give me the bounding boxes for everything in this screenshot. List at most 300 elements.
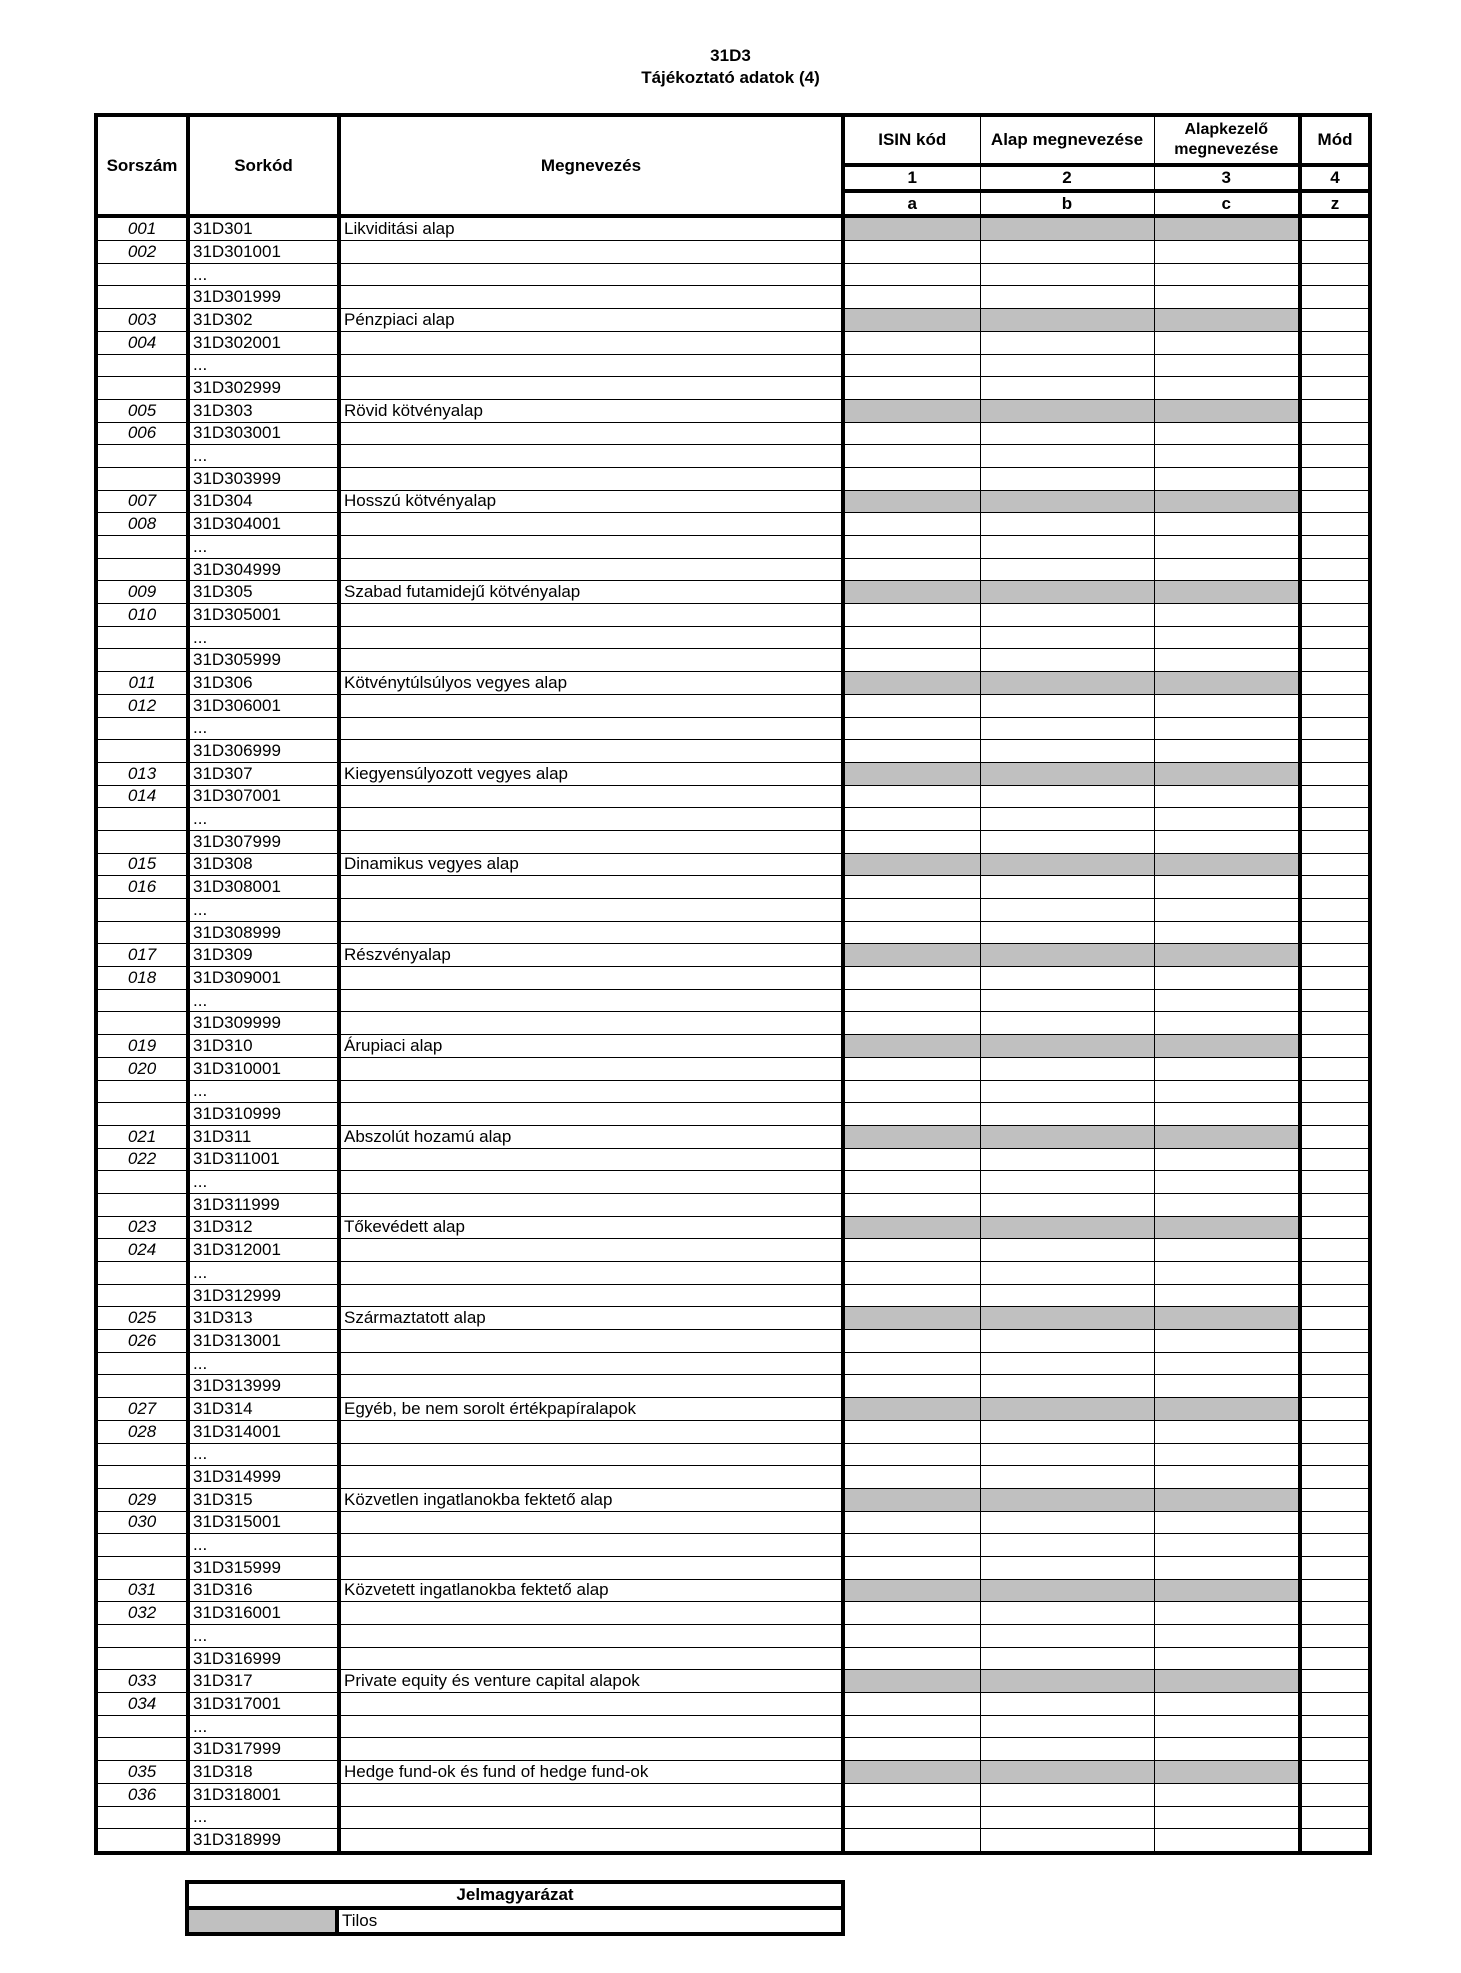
table-row [96,921,1370,944]
row-sorszam: 022 [96,1148,188,1171]
row-alapkezelo-cell [1154,490,1300,513]
row-alapkezelo-cell [1154,241,1300,264]
table-row [96,1715,1370,1738]
row-megnevezes [339,286,843,309]
row-alapkezelo-cell [1154,1375,1300,1398]
row-alapkezelo-cell [1154,331,1300,354]
table-row [96,1012,1370,1035]
row-sorkod: ... [188,263,339,286]
row-alapkezelo-cell [1154,785,1300,808]
row-alap-cell [980,740,1154,763]
row-sorkod: 31D313001 [188,1330,339,1353]
row-alap-cell [980,513,1154,536]
table-row [96,558,1370,581]
row-alap-cell [980,263,1154,286]
row-sorkod: 31D310 [188,1035,339,1058]
row-mod-cell [1300,1625,1370,1648]
row-alap-cell [980,717,1154,740]
row-sorszam: 015 [96,853,188,876]
row-megnevezes [339,1443,843,1466]
row-sorszam [96,1352,188,1375]
row-isin-cell [843,1307,980,1330]
row-alapkezelo-cell [1154,1693,1300,1716]
table-row [96,649,1370,672]
row-isin-cell [843,1103,980,1126]
row-alapkezelo-cell [1154,876,1300,899]
table-row [96,1761,1370,1784]
row-alapkezelo-cell [1154,581,1300,604]
row-alap-cell [980,331,1154,354]
row-sorszam: 009 [96,581,188,604]
header-letter-c: c [1154,191,1300,217]
row-mod-cell [1300,672,1370,695]
row-megnevezes [339,604,843,627]
row-mod-cell [1300,830,1370,853]
row-alap-cell [980,1375,1154,1398]
row-isin-cell [843,354,980,377]
row-megnevezes [339,626,843,649]
table-row [96,1125,1370,1148]
row-sorszam: 005 [96,399,188,422]
row-megnevezes [339,1239,843,1262]
row-sorszam: 020 [96,1057,188,1080]
row-alapkezelo-cell [1154,1035,1300,1058]
row-mod-cell [1300,377,1370,400]
row-sorszam [96,377,188,400]
row-sorkod: ... [188,808,339,831]
row-sorkod: 31D303001 [188,422,339,445]
row-megnevezes: Kötvénytúlsúlyos vegyes alap [339,672,843,695]
row-sorszam [96,1193,188,1216]
header-megnevezes: Megnevezés [339,115,843,216]
row-sorszam: 027 [96,1398,188,1421]
row-sorkod: 31D312999 [188,1284,339,1307]
row-mod-cell [1300,1239,1370,1262]
row-mod-cell [1300,762,1370,785]
table-row [96,1035,1370,1058]
row-isin-cell [843,1783,980,1806]
row-alap-cell [980,1806,1154,1829]
row-alapkezelo-cell [1154,899,1300,922]
row-sorszam [96,1012,188,1035]
row-isin-cell [843,1715,980,1738]
row-sorkod: 31D306001 [188,694,339,717]
row-mod-cell [1300,1012,1370,1035]
row-isin-cell [843,830,980,853]
row-isin-cell [843,286,980,309]
row-mod-cell [1300,263,1370,286]
row-sorszam [96,626,188,649]
row-sorszam [96,1829,188,1853]
table-row [96,785,1370,808]
row-alapkezelo-cell [1154,1125,1300,1148]
row-alap-cell [980,467,1154,490]
row-isin-cell [843,1330,980,1353]
row-sorkod: 31D312 [188,1216,339,1239]
row-mod-cell [1300,1715,1370,1738]
row-isin-cell [843,1375,980,1398]
row-alapkezelo-cell [1154,694,1300,717]
row-mod-cell [1300,899,1370,922]
row-alapkezelo-cell [1154,558,1300,581]
row-alapkezelo-cell [1154,1579,1300,1602]
row-mod-cell [1300,1466,1370,1489]
table-row [96,1693,1370,1716]
row-isin-cell [843,1466,980,1489]
row-alapkezelo-cell [1154,1330,1300,1353]
row-sorszam: 034 [96,1693,188,1716]
row-mod-cell [1300,785,1370,808]
row-sorszam [96,1625,188,1648]
row-mod-cell [1300,1330,1370,1353]
header-sorszam: Sorszám [96,115,188,216]
row-megnevezes [339,263,843,286]
row-megnevezes [339,1352,843,1375]
row-megnevezes: Rövid kötvényalap [339,399,843,422]
table-row [96,876,1370,899]
row-alapkezelo-cell [1154,626,1300,649]
row-megnevezes [339,1466,843,1489]
header-letter-a: a [843,191,980,217]
row-mod-cell [1300,467,1370,490]
row-sorszam: 004 [96,331,188,354]
row-sorkod: ... [188,1715,339,1738]
table-row [96,740,1370,763]
row-sorkod: 31D311999 [188,1193,339,1216]
row-sorszam: 023 [96,1216,188,1239]
row-sorszam: 032 [96,1602,188,1625]
row-megnevezes: Árupiaci alap [339,1035,843,1058]
row-isin-cell [843,536,980,559]
row-sorkod: ... [188,626,339,649]
row-mod-cell [1300,1783,1370,1806]
row-mod-cell [1300,216,1370,240]
row-alapkezelo-cell [1154,1806,1300,1829]
table-row [96,1352,1370,1375]
row-megnevezes: Hosszú kötvényalap [339,490,843,513]
row-megnevezes: Hedge fund-ok és fund of hedge fund-ok [339,1761,843,1784]
header-alapkezelo: Alapkezelő megnevezése [1154,115,1300,165]
row-sorszam [96,286,188,309]
row-sorszam [96,1806,188,1829]
row-alapkezelo-cell [1154,309,1300,332]
row-alapkezelo-cell [1154,1398,1300,1421]
row-mod-cell [1300,1647,1370,1670]
table-row [96,1556,1370,1579]
row-megnevezes [339,1738,843,1761]
row-sorszam [96,1647,188,1670]
legend-title: Jelmagyarázat [187,1882,843,1908]
table-row [96,1193,1370,1216]
row-alapkezelo-cell [1154,989,1300,1012]
row-alap-cell [980,536,1154,559]
row-sorkod: 31D316 [188,1579,339,1602]
row-sorszam [96,1466,188,1489]
row-isin-cell [843,422,980,445]
row-megnevezes [339,331,843,354]
row-megnevezes [339,717,843,740]
row-alap-cell [980,967,1154,990]
row-alap-cell [980,762,1154,785]
row-isin-cell [843,604,980,627]
row-sorszam [96,263,188,286]
row-mod-cell [1300,581,1370,604]
row-isin-cell [843,1443,980,1466]
row-isin-cell [843,513,980,536]
row-megnevezes [339,445,843,468]
row-mod-cell [1300,967,1370,990]
table-row [96,309,1370,332]
row-sorszam [96,1103,188,1126]
row-sorkod: 31D315 [188,1488,339,1511]
row-sorszam [96,808,188,831]
row-sorszam [96,558,188,581]
row-sorszam [96,1080,188,1103]
row-megnevezes [339,876,843,899]
table-row [96,694,1370,717]
row-mod-cell [1300,1148,1370,1171]
row-sorkod: 31D314999 [188,1466,339,1489]
row-alapkezelo-cell [1154,1103,1300,1126]
row-alapkezelo-cell [1154,1239,1300,1262]
row-megnevezes [339,1556,843,1579]
row-mod-cell [1300,1125,1370,1148]
row-sorszam [96,989,188,1012]
table-row [96,1829,1370,1853]
row-mod-cell [1300,1602,1370,1625]
row-sorkod: 31D301999 [188,286,339,309]
row-alap-cell [980,558,1154,581]
table-row [96,1057,1370,1080]
row-mod-cell [1300,331,1370,354]
row-alap-cell [980,1239,1154,1262]
row-mod-cell [1300,1579,1370,1602]
table-row [96,853,1370,876]
row-mod-cell [1300,1171,1370,1194]
row-alap-cell [980,1647,1154,1670]
row-isin-cell [843,1216,980,1239]
row-alap-cell [980,1398,1154,1421]
row-isin-cell [843,558,980,581]
row-alapkezelo-cell [1154,604,1300,627]
row-alap-cell [980,1216,1154,1239]
row-sorszam: 011 [96,672,188,695]
table-row [96,1148,1370,1171]
table-row [96,377,1370,400]
row-sorkod: 31D305999 [188,649,339,672]
row-megnevezes [339,1375,843,1398]
row-sorszam [96,354,188,377]
row-mod-cell [1300,1057,1370,1080]
row-sorszam: 018 [96,967,188,990]
row-sorkod: 31D309999 [188,1012,339,1035]
row-mod-cell [1300,921,1370,944]
row-megnevezes [339,1284,843,1307]
row-alap-cell [980,921,1154,944]
row-alap-cell [980,672,1154,695]
row-mod-cell [1300,354,1370,377]
row-sorszam: 028 [96,1420,188,1443]
row-megnevezes [339,1511,843,1534]
row-megnevezes [339,1103,843,1126]
row-alapkezelo-cell [1154,808,1300,831]
row-sorkod: 31D302001 [188,331,339,354]
row-sorszam: 002 [96,241,188,264]
page-subtitle: Tájékoztató adatok (4) [641,68,820,87]
row-alap-cell [980,490,1154,513]
table-row [96,944,1370,967]
row-isin-cell [843,762,980,785]
table-row [96,263,1370,286]
row-megnevezes [339,1420,843,1443]
row-alapkezelo-cell [1154,399,1300,422]
table-row [96,1307,1370,1330]
table-row [96,808,1370,831]
row-megnevezes [339,536,843,559]
table-row [96,422,1370,445]
row-mod-cell [1300,989,1370,1012]
header-num-4: 4 [1300,165,1370,191]
row-alapkezelo-cell [1154,1829,1300,1853]
row-alap-cell [980,377,1154,400]
row-megnevezes [339,558,843,581]
row-sorszam [96,921,188,944]
row-isin-cell [843,967,980,990]
row-mod-cell [1300,1488,1370,1511]
row-alap-cell [980,1783,1154,1806]
row-sorkod: ... [188,536,339,559]
row-alap-cell [980,1829,1154,1853]
row-alap-cell [980,422,1154,445]
row-isin-cell [843,1262,980,1285]
row-megnevezes [339,467,843,490]
table-row [96,513,1370,536]
row-alap-cell [980,1080,1154,1103]
row-megnevezes: Private equity és venture capital alapok [339,1670,843,1693]
table-row [96,286,1370,309]
row-alap-cell [980,626,1154,649]
row-sorkod: 31D305001 [188,604,339,627]
row-sorkod: ... [188,717,339,740]
table-row [96,581,1370,604]
row-sorkod: 31D313999 [188,1375,339,1398]
row-alap-cell [980,1307,1154,1330]
row-megnevezes [339,1057,843,1080]
row-megnevezes: Közvetett ingatlanokba fektető alap [339,1579,843,1602]
row-megnevezes [339,694,843,717]
row-alapkezelo-cell [1154,1148,1300,1171]
row-megnevezes [339,422,843,445]
row-mod-cell [1300,853,1370,876]
row-alap-cell [980,1466,1154,1489]
row-alap-cell [980,649,1154,672]
row-isin-cell [843,1057,980,1080]
row-megnevezes: Tőkevédett alap [339,1216,843,1239]
row-sorszam: 025 [96,1307,188,1330]
row-mod-cell [1300,1534,1370,1557]
table-row [96,1443,1370,1466]
row-alapkezelo-cell [1154,286,1300,309]
row-mod-cell [1300,1035,1370,1058]
table-row [96,1488,1370,1511]
row-isin-cell [843,1012,980,1035]
row-sorkod: 31D304 [188,490,339,513]
row-sorszam [96,536,188,559]
row-alap-cell [980,1625,1154,1648]
row-mod-cell [1300,1216,1370,1239]
row-mod-cell [1300,1829,1370,1853]
table-row [96,1647,1370,1670]
row-sorkod: 31D303999 [188,467,339,490]
table-row [96,1262,1370,1285]
row-alap-cell [980,694,1154,717]
row-alap-cell [980,1057,1154,1080]
row-sorszam: 033 [96,1670,188,1693]
row-megnevezes [339,1148,843,1171]
row-alapkezelo-cell [1154,263,1300,286]
row-alapkezelo-cell [1154,216,1300,240]
row-alap-cell [980,989,1154,1012]
row-sorkod: 31D303 [188,399,339,422]
row-sorszam: 014 [96,785,188,808]
row-mod-cell [1300,1443,1370,1466]
row-sorszam [96,1375,188,1398]
table-row [96,490,1370,513]
row-megnevezes: Pénzpiaci alap [339,309,843,332]
row-sorszam [96,1284,188,1307]
row-alap-cell [980,1693,1154,1716]
row-mod-cell [1300,1511,1370,1534]
table-row [96,1398,1370,1421]
table-row [96,1330,1370,1353]
row-mod-cell [1300,1375,1370,1398]
row-alap-cell [980,1761,1154,1784]
row-mod-cell [1300,604,1370,627]
row-alap-cell [980,241,1154,264]
table-row [96,1239,1370,1262]
row-sorszam: 012 [96,694,188,717]
row-alap-cell [980,899,1154,922]
header-letter-b: b [980,191,1154,217]
row-megnevezes [339,649,843,672]
row-isin-cell [843,853,980,876]
table-row [96,899,1370,922]
row-isin-cell [843,1352,980,1375]
table-row [96,331,1370,354]
table-row [96,1103,1370,1126]
table-row [96,1171,1370,1194]
row-alap-cell [980,1534,1154,1557]
row-alapkezelo-cell [1154,830,1300,853]
row-sorszam [96,740,188,763]
header-alap: Alap megnevezése [980,115,1154,165]
row-megnevezes [339,830,843,853]
table-row [96,241,1370,264]
row-sorszam: 001 [96,216,188,240]
row-alap-cell [980,445,1154,468]
row-megnevezes: Dinamikus vegyes alap [339,853,843,876]
row-megnevezes [339,1171,843,1194]
row-alapkezelo-cell [1154,1738,1300,1761]
row-megnevezes: Szabad futamidejű kötvényalap [339,581,843,604]
table-row [96,354,1370,377]
row-isin-cell [843,467,980,490]
row-alap-cell [980,354,1154,377]
row-isin-cell [843,944,980,967]
row-isin-cell [843,1647,980,1670]
row-sorkod: 31D308 [188,853,339,876]
row-alapkezelo-cell [1154,1534,1300,1557]
